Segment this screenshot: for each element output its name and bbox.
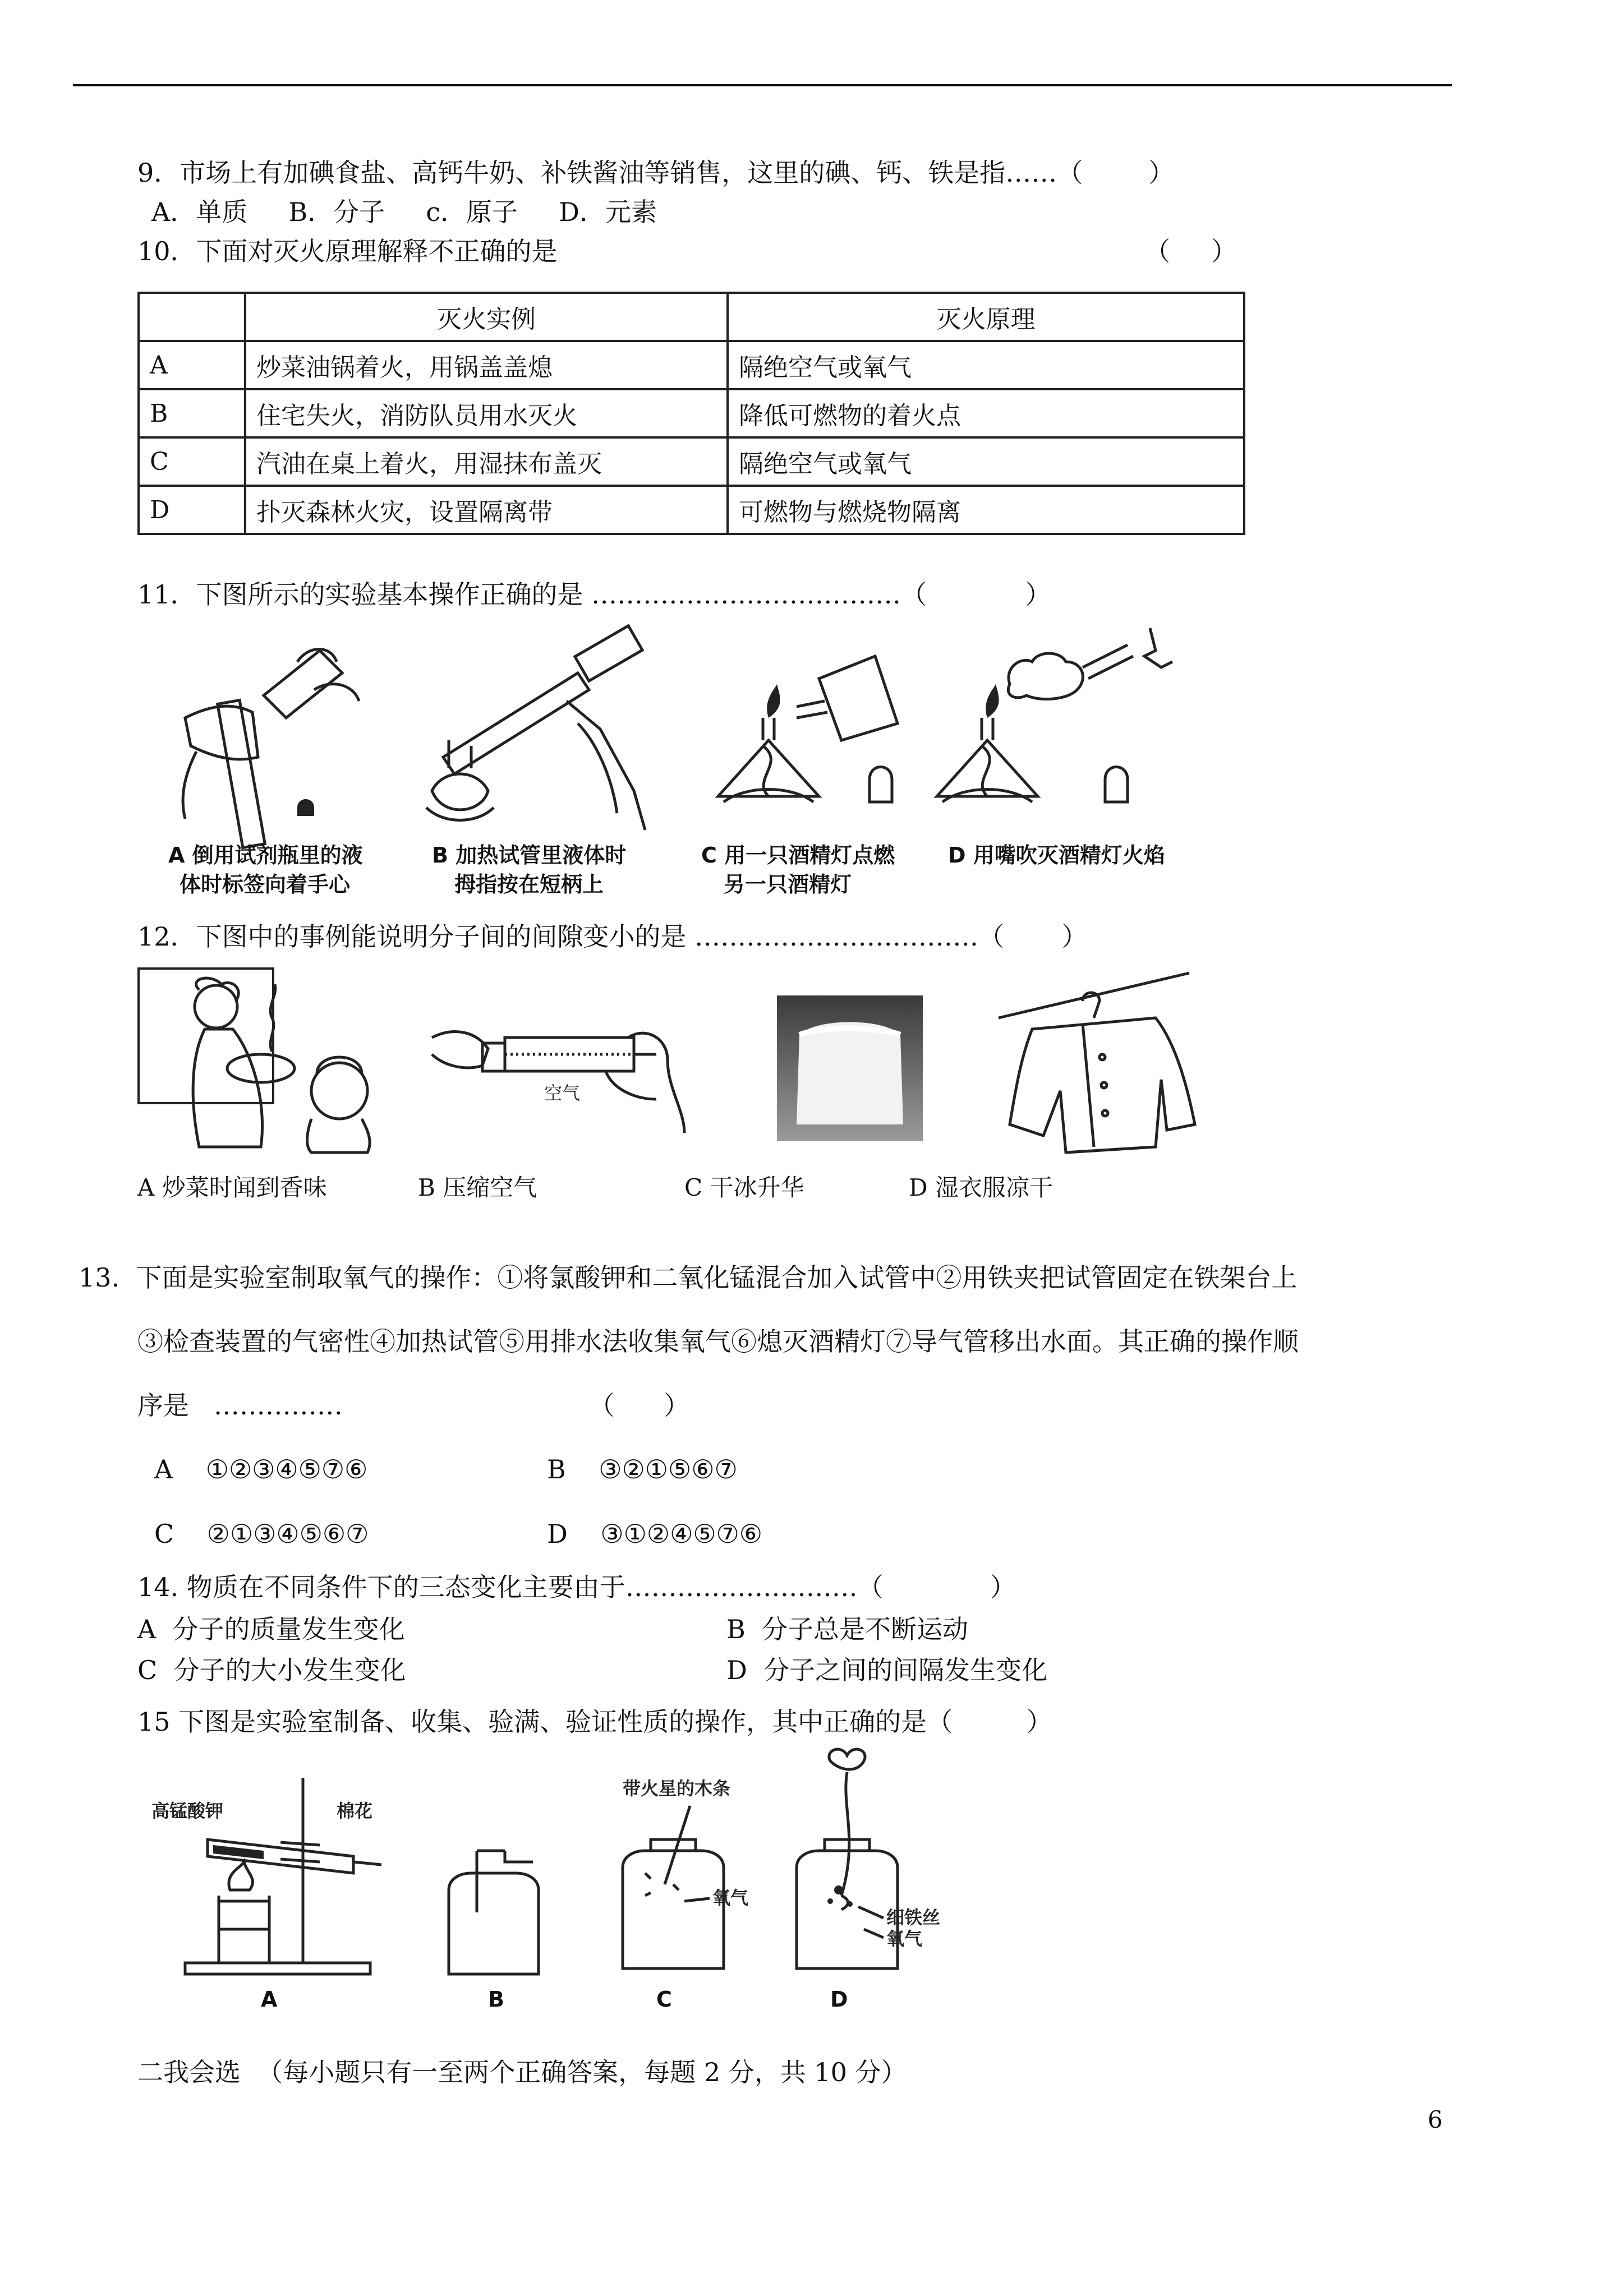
splint-label: 带火星的木条	[623, 1778, 731, 1799]
lighting-lamp-illustration	[707, 634, 920, 841]
q9-stem: 9．市场上有加碘食盐、高钙牛奶、补铁酱油等销售，这里的碘、钙、铁是指……（ ）	[137, 158, 1175, 188]
q11-caption-b2: 拇指按在短柄上	[454, 872, 604, 897]
iron-label: 细铁丝	[886, 1907, 941, 1928]
table-cell: A	[139, 341, 245, 389]
q12-caption-c: C 干冰升华	[684, 1174, 804, 1201]
q15-caption-d: D	[830, 1987, 848, 2012]
table-row	[139, 437, 1244, 486]
q14-option-c: C 分子的大小发生变化	[137, 1655, 406, 1685]
q12-caption-d: D 湿衣服凉干	[909, 1174, 1053, 1201]
q14-option-b: B 分子总是不断运动	[726, 1614, 969, 1644]
table-row	[139, 341, 1244, 389]
q9-options: A．单质 B．分子 c．原子 D．元素	[151, 197, 657, 227]
gas-bottle-illustration	[438, 1845, 550, 1980]
q13-option-d: D ③①②④⑤⑦⑥	[547, 1519, 763, 1549]
table-cell: D	[139, 486, 245, 534]
q13-line3: 序是 …………… （ ）	[137, 1390, 690, 1421]
table-cell: 炒菜油锅着火，用锅盖盖熄	[245, 341, 728, 389]
q14-option-d: D 分子之间的间隔发生变化	[726, 1655, 1048, 1685]
q12-stem: 12．下图中的事例能说明分子间的间隙变小的是 ……………………………（ ）	[137, 921, 1088, 952]
table-cell: 扑灭森林火灾，设置隔离带	[245, 486, 728, 534]
oxygen-label-d: 氧气	[886, 1928, 923, 1949]
q11-stem: 11．下图所示的实验基本操作正确的是 ………………………………（ ）	[137, 579, 1051, 610]
page-number: 6	[1428, 2106, 1443, 2133]
table-row	[139, 389, 1244, 437]
section2-heading: 二我会选 （每小题只有一至两个正确答案，每题 2 分，共 10 分）	[137, 2057, 907, 2087]
header-rule	[73, 84, 1452, 86]
syringe-illustration	[421, 1004, 690, 1138]
q11-caption-a1: A 倒用试剂瓶里的液	[168, 843, 363, 868]
table-cell: B	[139, 389, 245, 437]
table-cell: 隔绝空气或氧气	[728, 341, 1244, 389]
table-row	[139, 486, 1244, 534]
table-cell: 汽油在桌上着火，用湿抹布盖灭	[245, 437, 728, 486]
table-header: 灭火原理	[728, 293, 1244, 341]
table-cell: 降低可燃物的着火点	[728, 389, 1244, 437]
table-cell	[139, 293, 245, 341]
blowing-lamp-illustration	[926, 617, 1189, 841]
iron-wire-illustration	[785, 1739, 965, 1980]
table-row	[139, 293, 1244, 341]
fire-table	[137, 292, 1245, 535]
air-label: 空气	[544, 1082, 581, 1104]
pouring-reagent-illustration	[174, 628, 376, 830]
q13-option-a: A ①②③④⑤⑦⑥	[154, 1454, 368, 1484]
cotton-label: 棉花	[337, 1800, 373, 1822]
table-cell: C	[139, 437, 245, 486]
q10-stem: 10．下面对灭火原理解释不正确的是	[137, 236, 558, 266]
dry-ice-photo	[777, 995, 923, 1141]
kmno4-apparatus-illustration	[151, 1761, 387, 1980]
q10-bracket: （ ）	[1144, 236, 1237, 266]
q13-line2: ③检查装置的气密性④加热试管⑤用排水法收集氧气⑥熄灭酒精灯⑦导气管移出水面。其正确的操作顺	[137, 1326, 1299, 1357]
q12-caption-a: A 炒菜时闻到香味	[137, 1174, 327, 1201]
wet-clothes-illustration	[999, 967, 1200, 1152]
q11-caption-c1: C 用一只酒精灯点燃	[701, 843, 895, 868]
table-cell: 隔绝空气或氧气	[728, 437, 1244, 486]
q11-caption-a2: 体时标签向着手心	[180, 872, 351, 897]
q13-option-c: C ②①③④⑤⑥⑦	[154, 1519, 369, 1549]
heating-test-tube-illustration	[410, 628, 651, 836]
kmno4-label: 高锰酸钾	[151, 1800, 224, 1822]
q15-caption-b: B	[488, 1987, 504, 2012]
glowing-splint-illustration	[611, 1772, 780, 1980]
q14-option-a: A 分子的质量发生变化	[137, 1614, 405, 1644]
table-cell: 住宅失火，消防队员用水灭火	[245, 389, 728, 437]
q11-caption-c2: 另一只酒精灯	[724, 872, 852, 897]
q15-caption-a: A	[261, 1987, 278, 2012]
cooking-smell-illustration	[137, 967, 384, 1152]
q11-caption-d1: D 用嘴吹灭酒精灯火焰	[948, 843, 1165, 868]
oxygen-label-c: 氧气	[712, 1887, 749, 1908]
q15-stem: 15 下图是实验室制备、收集、验满、验证性质的操作，其中正确的是（ ）	[137, 1707, 1052, 1737]
table-header: 灭火实例	[245, 293, 728, 341]
q11-caption-b1: B 加热试管里液体时	[432, 843, 627, 868]
q13-line1: 13. 下面是实验室制取氧气的操作：①将氯酸钾和二氧化锰混合加入试管中②用铁夹把试管固定在铁架台上	[79, 1262, 1298, 1293]
q13-option-b: B ③②①⑤⑥⑦	[547, 1454, 738, 1484]
q12-caption-b: B 压缩空气	[418, 1174, 537, 1201]
q14-stem: 14. 物质在不同条件下的三态变化主要由于………………………（ ）	[137, 1572, 1016, 1602]
table-cell: 可燃物与燃烧物隔离	[728, 486, 1244, 534]
q15-caption-c: C	[656, 1987, 672, 2012]
